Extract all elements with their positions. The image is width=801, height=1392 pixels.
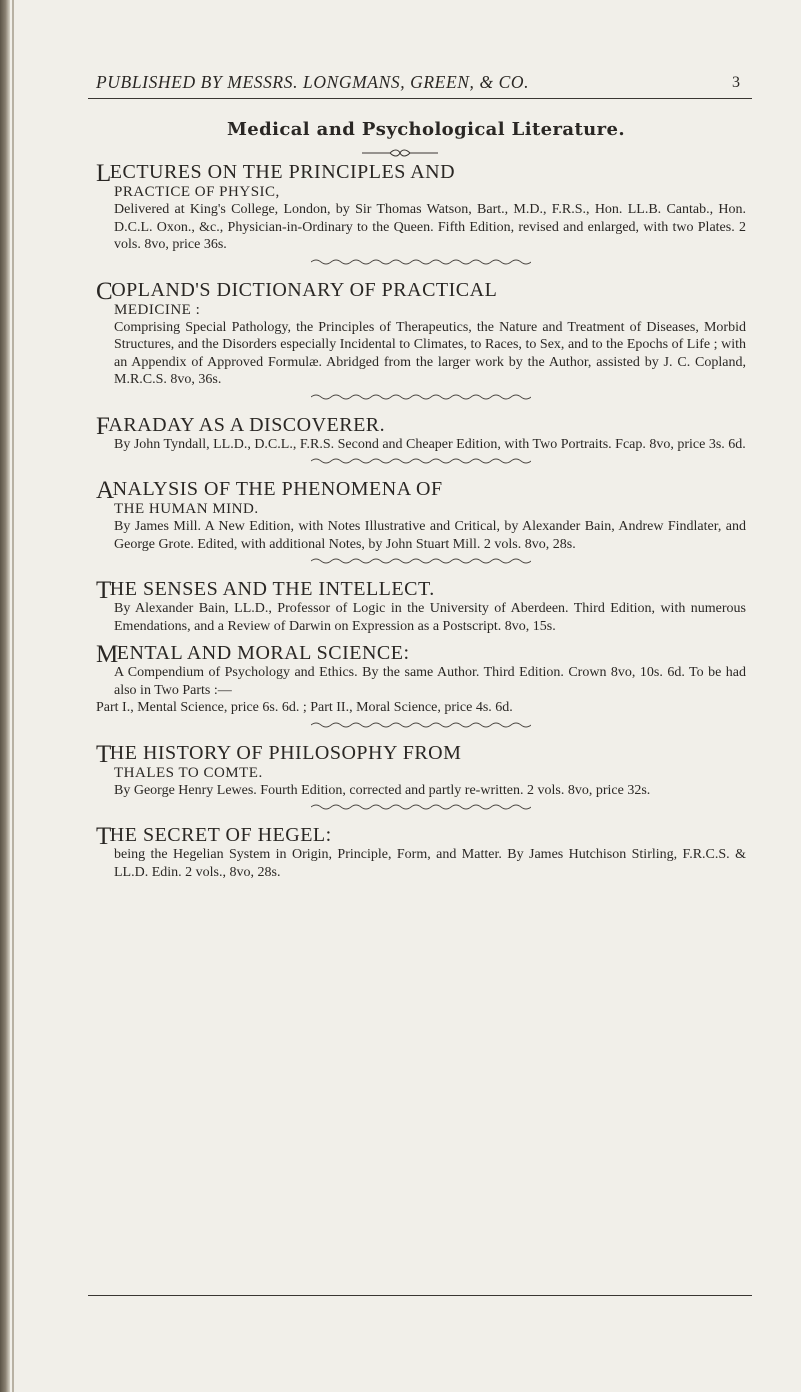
book-page — [96, 0, 748, 1392]
page-number: 3 — [732, 74, 740, 91]
footer-rule — [88, 1295, 752, 1296]
entry-title: THE SENSES AND THE INTELLECT. — [96, 577, 435, 604]
entry-subtitle: PRACTICE OF PHYSIC, — [114, 184, 280, 200]
wavy-divider — [96, 803, 746, 811]
entry-parts: Part I., Mental Science, price 6s. 6d. ; Part II., Moral Science, price 4s. 6d. — [96, 700, 513, 715]
entry-title: THE SECRET OF HEGEL: — [96, 823, 332, 850]
entry-title: FARADAY AS A DISCOVERER. — [96, 412, 386, 440]
entry-lectures-physic — [96, 160, 746, 266]
entry-description: A Compendium of Psychology and Ethics. By the same Author. Third Edition. Crown 8vo, 10s. 6d. To be had also in Two Parts :— — [114, 665, 746, 698]
entry-description: By John Tyndall, LL.D., D.C.L., F.R.S. Second and Cheaper Edition, with Two Portraits. Fcap. 8vo, price 3s. 6d. — [114, 436, 746, 452]
entry-description: Comprising Special Pathology, the Principles of Therapeutics, the Nature and Treatment of Diseases, Morbid Structures, and the Disorders especially Incidental to Climates, to Races, to Sex, and to the Epochs of Life ; with an Appendix of Approved Formulæ. Abridged from the larger work by the Author, assisted by J. C. Copland, M.R.C.S. 8vo, 36s. — [114, 319, 746, 387]
wavy-divider — [96, 557, 746, 565]
wavy-divider — [96, 457, 746, 465]
entry-mental-moral-science — [96, 641, 746, 729]
wavy-divider — [96, 721, 746, 729]
entry-title: THE HISTORY OF PHILOSOPHY FROM — [96, 740, 462, 768]
entry-subtitle: MEDICINE : — [114, 301, 201, 318]
entry-subtitle: THALES TO COMTE. — [114, 764, 263, 781]
wavy-divider — [96, 258, 746, 266]
entry-history-philosophy — [96, 741, 746, 812]
entry-senses-intellect — [96, 577, 746, 635]
entry-analysis-human-mind — [96, 477, 746, 565]
entry-description: being the Hegelian System in Origin, Principle, Form, and Matter. By James Hutchison Stirling, F.R.C.S. & LL.D. Edin. 2 vols., 8vo, 28s. — [114, 847, 746, 880]
running-head: PUBLISHED BY MESSRS. LONGMANS, GREEN, & CO. — [96, 72, 530, 92]
header-rule — [88, 98, 752, 99]
entry-title: COPLAND'S DICTIONARY OF PRACTICAL — [96, 277, 498, 305]
entry-subtitle: THE HUMAN MIND. — [114, 501, 259, 517]
entry-description: By Alexander Bain, LL.D., Professor of Logic in the University of Aberdeen. Third Edition, with numerous Emendations, and a Review of Darwin on Expression as a Postscript. 8vo, 15s. — [114, 601, 746, 634]
entry-secret-of-hegel — [96, 823, 746, 881]
binding-shadow-line — [12, 0, 14, 1392]
entry-faraday — [96, 413, 746, 466]
book-binding-edge — [0, 0, 10, 1392]
entry-copland-dictionary — [96, 278, 746, 401]
entry-description: By George Henry Lewes. Fourth Edition, corrected and partly re-written. 2 vols. 8vo, price 32s. — [114, 782, 651, 798]
entries-list — [96, 160, 746, 881]
wavy-divider — [96, 393, 746, 401]
entry-description: Delivered at King's College, London, by Sir Thomas Watson, Bart., M.D., F.R.S., Hon. LL.B. Cantab., Hon. D.C.L. Oxon., &c., Physician-in-Ordinary to the Queen. Fifth Edition, revised and enlarged, with two Plates. 2 vols. 8vo, price 36s. — [114, 202, 746, 252]
entry-title: ANALYSIS OF THE PHENOMENA OF — [96, 477, 443, 504]
entry-description: By James Mill. A New Edition, with Notes Illustrative and Critical, by Alexander Bain, Andrew Findlater, and George Grote. Edited, with additional Notes, by John Stuart Mill. 2 vols. 8vo, 28s. — [114, 519, 746, 552]
section-heading: Medical and Psychological Literature. — [226, 119, 626, 140]
entry-title: MENTAL AND MORAL SCIENCE: — [96, 641, 410, 668]
fleuron-ornament — [360, 148, 440, 158]
entry-title: LECTURES ON THE PRINCIPLES AND — [96, 160, 456, 187]
